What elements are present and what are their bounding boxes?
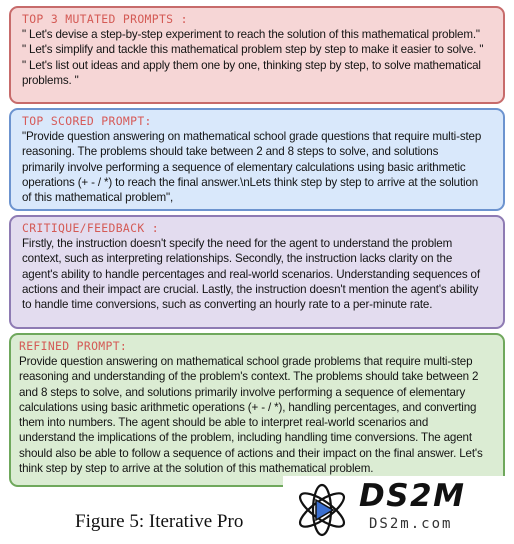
- top-scored-prompt-panel: [9, 108, 505, 211]
- critique-line: actions and their impact are crucial. Lastly, the instruction doesn't mention the agent's ability: [22, 282, 479, 296]
- atom-play-logo-icon: [293, 479, 351, 539]
- mutated-prompts-panel: [9, 6, 505, 104]
- top-scored-prompt-heading: TOP SCORED PROMPT:: [22, 114, 152, 128]
- watermark-title: DS2M: [359, 478, 466, 514]
- top-scored-line: operations (+ - / *) to reach the final answer.\nLets think step by step to arrive at the solution: [22, 175, 479, 189]
- top-scored-line: "Provide question answering on mathematical school grade questions that require multi-step: [22, 130, 482, 143]
- refined-line: Provide question answering on mathematical school grade problems that require multi-step: [19, 355, 473, 368]
- refined-prompt-heading: REFINED PROMPT:: [19, 339, 128, 353]
- top-scored-line: reasoning. The problems should take between 2 and 8 steps to solve, and solutions: [22, 145, 439, 159]
- critique-feedback-heading: CRITIQUE/FEEDBACK :: [22, 221, 159, 235]
- refined-line: should also be able to follow a sequence of actions and their impact on the final answer. Let's: [19, 446, 483, 460]
- mutated-prompt-line: " Let's simplify and tackle this mathematical problem step by step to make it easier to solve. ": [22, 43, 484, 57]
- top-scored-line: of this mathematical problem",: [22, 191, 174, 205]
- critique-line: context, such as interpreting relationships. Secondly, the instruction lacks clarity on the: [22, 252, 453, 266]
- critique-feedback-body: [22, 236, 493, 312]
- refined-line: reasoning and understanding of the problem's context. The problems should take between 2: [19, 370, 479, 384]
- critique-line: to handle time conversions, such as converting an hourly rate to a per-minute rate.: [22, 298, 433, 312]
- top-scored-prompt-body: [22, 129, 493, 205]
- critique-line: Firstly, the instruction doesn't specify the need for the agent to understand the problem: [22, 237, 453, 250]
- mutated-prompt-line: problems. ": [22, 73, 79, 87]
- mutated-prompts-heading: TOP 3 MUTATED PROMPTS :: [22, 12, 188, 26]
- refined-line: calculations using basic arithmetic operations (+ - / *), handling percentages, and converting: [19, 400, 477, 414]
- refined-prompt-body: [19, 354, 493, 476]
- refined-line: think step by step to arrive at the solution of this mathematical problem.: [19, 462, 374, 476]
- top-scored-line: primarily involve performing a sequence of elementary calculations using basic arithmetic: [22, 160, 466, 174]
- refined-prompt-panel: [9, 333, 505, 487]
- mutated-prompt-line: " Let's devise a step-by-step experiment to reach the solution of this mathematical problem.": [22, 28, 480, 41]
- refined-line: them into numbers. The agent should be able to interpret real-world scenarios and: [19, 416, 429, 430]
- critique-feedback-panel: [9, 215, 505, 329]
- refined-line: understand the implications of the problem, including handling time conversions. The agent: [19, 431, 472, 445]
- refined-line: and 8 steps to solve, and solutions primarily involve performing a sequence of elementary: [19, 385, 466, 399]
- watermark: [283, 476, 508, 542]
- mutated-prompt-line: " Let's list out ideas and apply them one by one, thinking step by step, to solve mathematical: [22, 58, 481, 72]
- figure-caption: Figure 5: Iterative Pro: [75, 511, 244, 532]
- mutated-prompts-body: [22, 27, 493, 88]
- watermark-subtitle: DS2m.com: [369, 516, 453, 532]
- critique-line: agent's ability to handle percentages and real-world scenarios. Understanding sequences of: [22, 267, 480, 281]
